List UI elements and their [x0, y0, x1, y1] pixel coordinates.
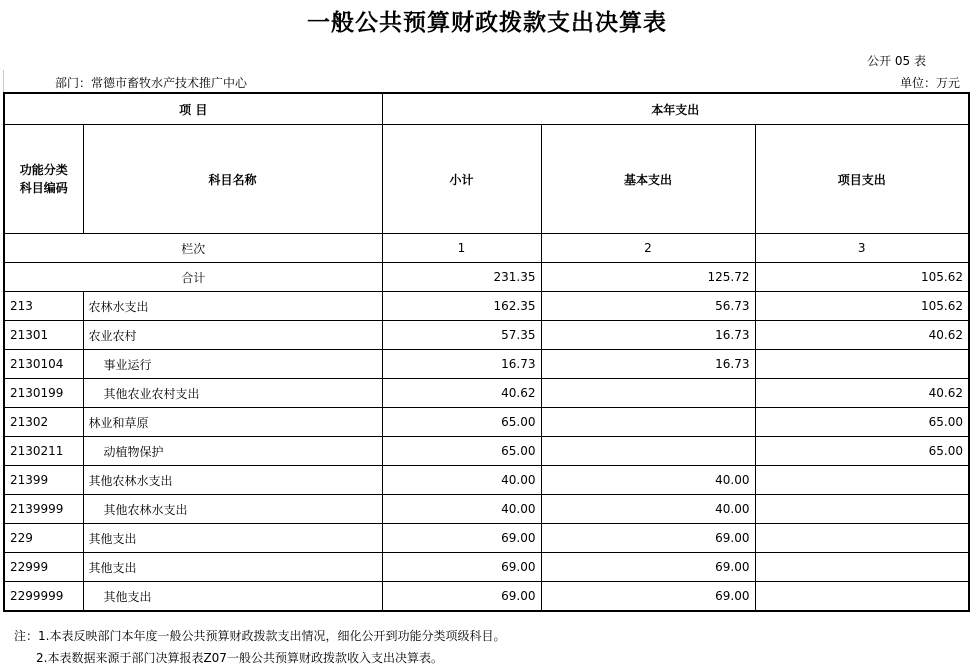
row-name: 农业农村: [83, 321, 382, 350]
table-row: [4, 553, 969, 582]
expenditure-table: [3, 92, 970, 612]
row-name: 事业运行: [83, 350, 382, 379]
table-row: [4, 524, 969, 553]
column-number-row: [4, 234, 969, 263]
row-basic: 16.73: [541, 321, 755, 350]
row-code: 21301: [4, 321, 83, 350]
row-project: [755, 553, 969, 582]
row-code: 2130211: [4, 437, 83, 466]
column-number: 2: [541, 234, 755, 263]
notes: [14, 625, 505, 669]
column-number: 3: [755, 234, 969, 263]
note-2: 2.本表数据来源于部门决算报表Z07一般公共预算财政拨款收入支出决算表。: [36, 651, 443, 665]
row-name: 其他农业农村支出: [83, 379, 382, 408]
row-code: 2130104: [4, 350, 83, 379]
row-basic: 69.00: [541, 553, 755, 582]
table-row: [4, 321, 969, 350]
page-title: 一般公共预算财政拨款支出决算表: [307, 9, 667, 36]
header-code: 功能分类 科目编码: [4, 125, 83, 234]
note-1: 注：1.本表反映部门本年度一般公共预算财政拨款支出情况，细化公开到功能分类项级科目。: [14, 629, 506, 643]
row-subtotal: 40.00: [382, 466, 541, 495]
row-subtotal: 65.00: [382, 437, 541, 466]
total-project: 105.62: [755, 263, 969, 292]
column-label: 栏次: [4, 234, 382, 263]
total-label: 合计: [4, 263, 382, 292]
row-name: 农林水支出: [83, 292, 382, 321]
row-code: 22999: [4, 553, 83, 582]
header-current-year: 本年支出: [382, 93, 969, 125]
header-row-2: [4, 125, 969, 234]
header-name: 科目名称: [83, 125, 382, 234]
row-name: 林业和草原: [83, 408, 382, 437]
row-subtotal: 69.00: [382, 553, 541, 582]
row-project: [755, 582, 969, 612]
row-subtotal: 40.62: [382, 379, 541, 408]
row-subtotal: 65.00: [382, 408, 541, 437]
row-name: 其他农林水支出: [83, 495, 382, 524]
row-basic: 16.73: [541, 350, 755, 379]
header-project: 项目支出: [755, 125, 969, 234]
table-row: [4, 379, 969, 408]
row-subtotal: 57.35: [382, 321, 541, 350]
row-basic: 40.00: [541, 495, 755, 524]
form-number: 公开 05 表: [867, 54, 926, 68]
row-code: 2139999: [4, 495, 83, 524]
table-row: [4, 437, 969, 466]
table-row: [4, 495, 969, 524]
row-basic: [541, 437, 755, 466]
row-basic: 69.00: [541, 524, 755, 553]
department-label: 部门：常德市畜牧水产技术推广中心: [55, 76, 248, 90]
row-project: [755, 495, 969, 524]
total-subtotal: 231.35: [382, 263, 541, 292]
row-code: 2130199: [4, 379, 83, 408]
row-name: 其他支出: [83, 524, 382, 553]
row-subtotal: 69.00: [382, 582, 541, 612]
header-subtotal: 小计: [382, 125, 541, 234]
total-basic: 125.72: [541, 263, 755, 292]
row-basic: 69.00: [541, 582, 755, 612]
row-subtotal: 162.35: [382, 292, 541, 321]
table-row: [4, 408, 969, 437]
row-project: [755, 350, 969, 379]
column-number: 1: [382, 234, 541, 263]
total-row: [4, 263, 969, 292]
row-basic: 56.73: [541, 292, 755, 321]
row-project: 65.00: [755, 408, 969, 437]
row-project: [755, 466, 969, 495]
row-subtotal: 40.00: [382, 495, 541, 524]
row-project: [755, 524, 969, 553]
row-project: 40.62: [755, 379, 969, 408]
table-row: [4, 292, 969, 321]
row-name: 动植物保护: [83, 437, 382, 466]
row-code: 213: [4, 292, 83, 321]
divider: [3, 70, 4, 92]
table-row: [4, 350, 969, 379]
row-subtotal: 69.00: [382, 524, 541, 553]
row-name: 其他支出: [83, 582, 382, 612]
header-basic: 基本支出: [541, 125, 755, 234]
row-basic: [541, 379, 755, 408]
row-project: 65.00: [755, 437, 969, 466]
header-item: 项 目: [4, 93, 382, 125]
row-code: 21302: [4, 408, 83, 437]
row-name: 其他农林水支出: [83, 466, 382, 495]
row-name: 其他支出: [83, 553, 382, 582]
row-basic: 40.00: [541, 466, 755, 495]
row-code: 2299999: [4, 582, 83, 612]
row-basic: [541, 408, 755, 437]
table-row: [4, 582, 969, 612]
row-project: 40.62: [755, 321, 969, 350]
unit-label: 单位：万元: [899, 76, 960, 90]
row-project: 105.62: [755, 292, 969, 321]
row-code: 229: [4, 524, 83, 553]
header-row-1: [4, 93, 969, 125]
row-code: 21399: [4, 466, 83, 495]
row-subtotal: 16.73: [382, 350, 541, 379]
table-row: [4, 466, 969, 495]
